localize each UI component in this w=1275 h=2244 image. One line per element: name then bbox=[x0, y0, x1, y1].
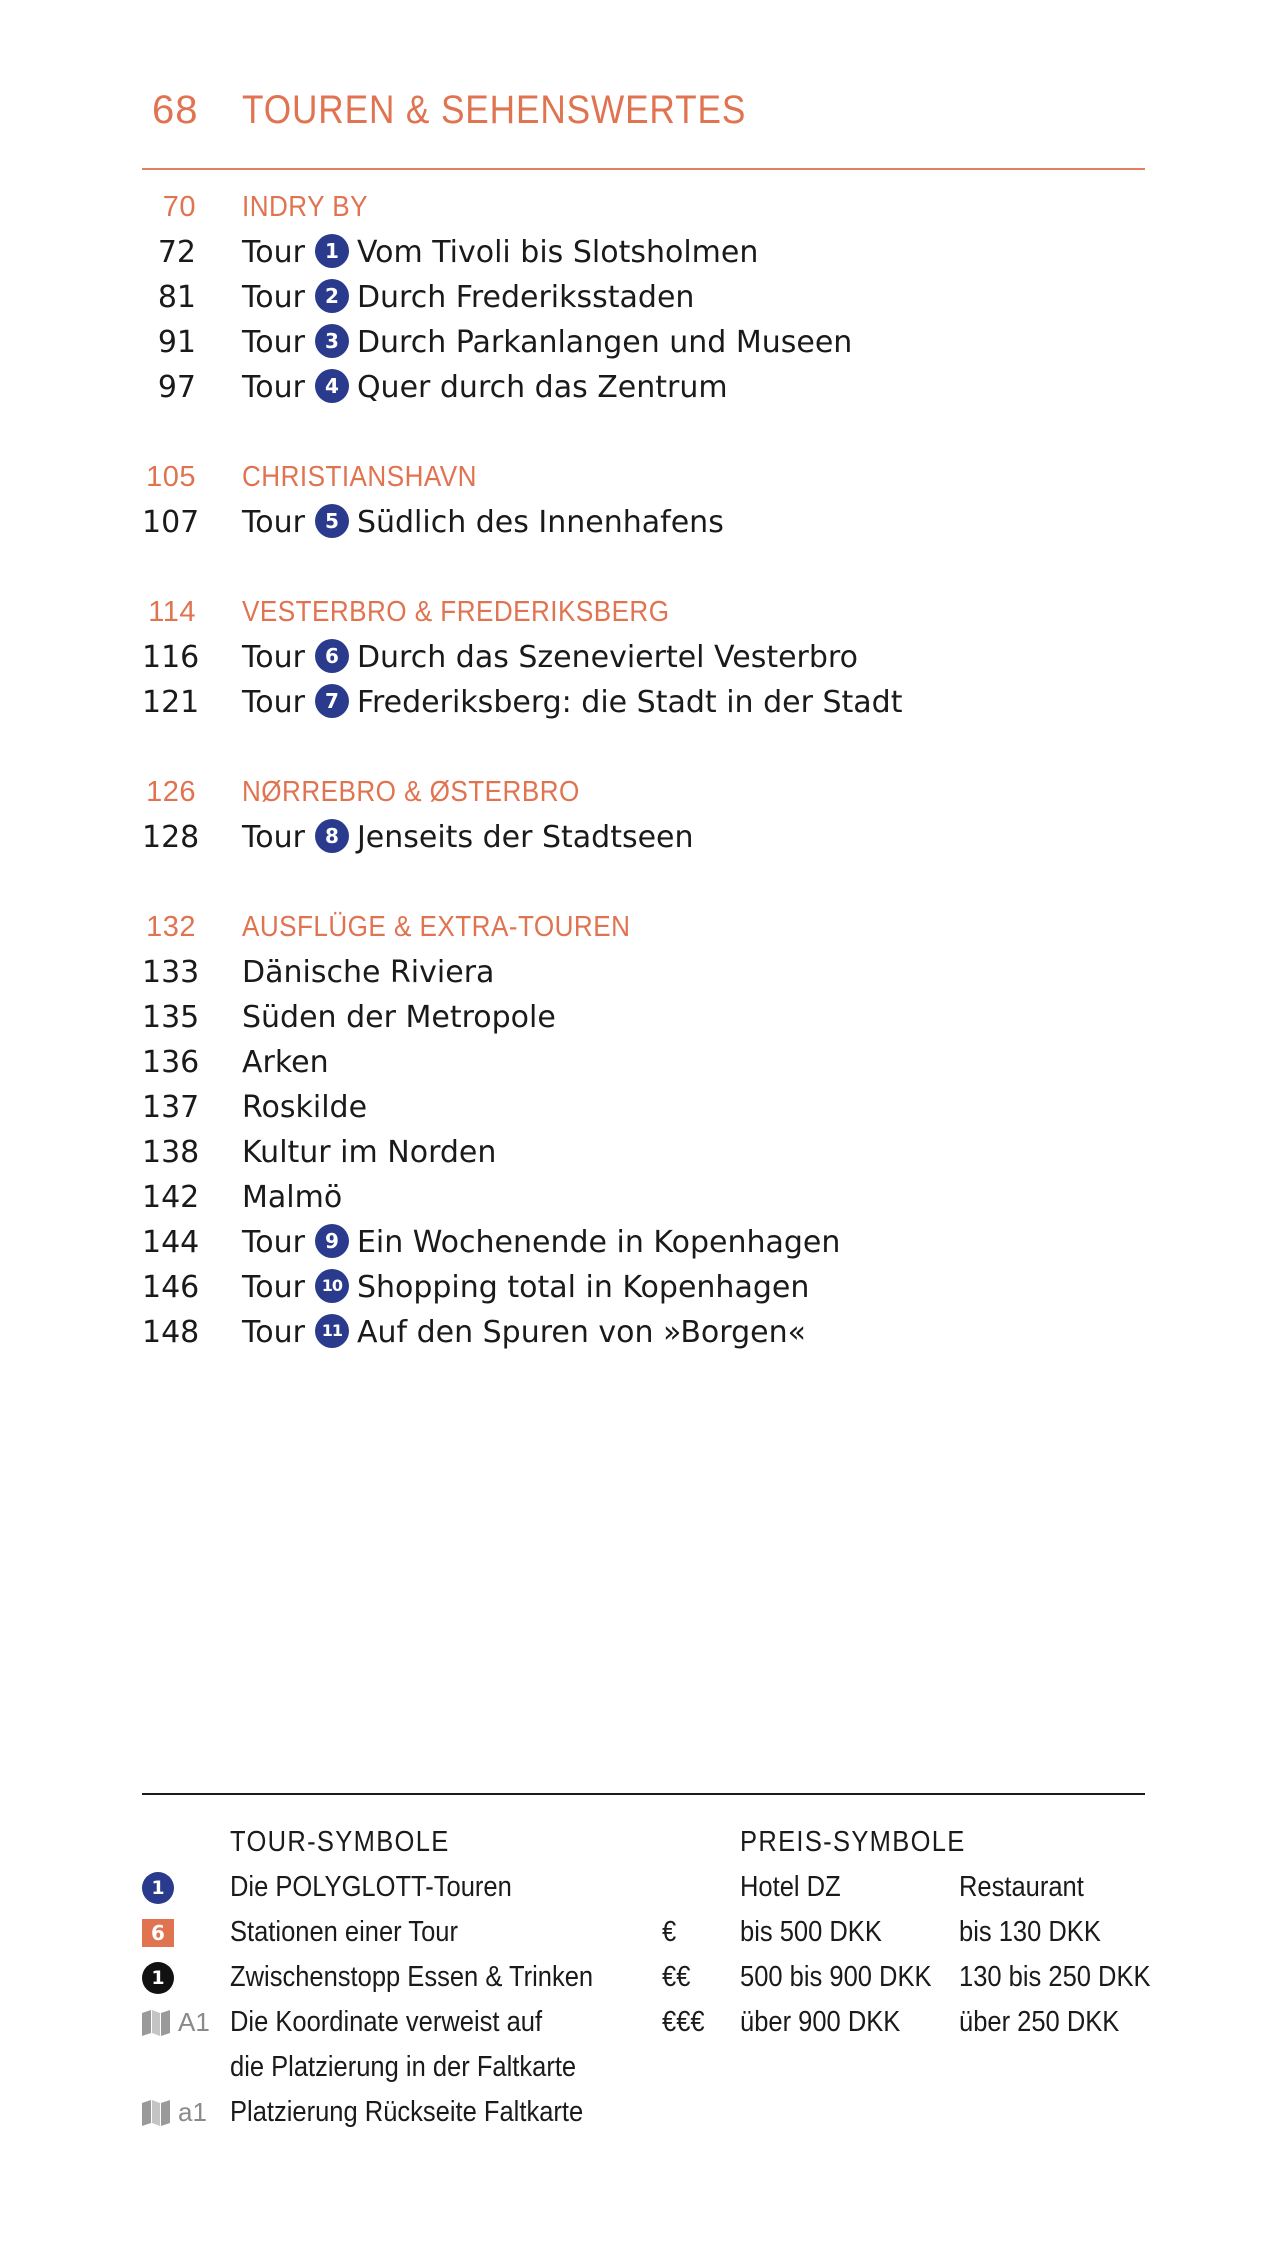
page-header bbox=[142, 88, 1145, 170]
toc-section-heading[interactable] bbox=[142, 905, 1145, 950]
entry-title: Dänische Riviera bbox=[242, 955, 495, 990]
tour-word: Tour bbox=[242, 325, 305, 360]
toc-section-indry-by bbox=[142, 185, 1145, 410]
toc-entry[interactable] bbox=[142, 275, 1145, 320]
tour-symbol bbox=[142, 1865, 174, 1910]
map-coordinate-code: A1 bbox=[178, 2007, 210, 2037]
tour-word: Tour bbox=[242, 280, 305, 315]
tour-symbol-label: Die POLYGLOTT-Touren bbox=[230, 1871, 512, 1903]
entry-title: Malmö bbox=[242, 1180, 343, 1215]
entry-page-number: 144 bbox=[142, 1225, 200, 1260]
tour-word: Tour bbox=[242, 1270, 305, 1305]
entry-title: Ein Wochenende in Kopenhagen bbox=[356, 1225, 841, 1260]
entry-title: Arken bbox=[242, 1045, 329, 1080]
toc-entry[interactable] bbox=[142, 635, 1145, 680]
price-symbol: € bbox=[662, 1916, 677, 1948]
tour-word: Tour bbox=[242, 235, 305, 270]
price-restaurant-value: 130 bis 250 DKK bbox=[959, 1961, 1151, 1993]
entry-page-number: 72 bbox=[157, 235, 196, 270]
toc-entry[interactable] bbox=[142, 1175, 1145, 1220]
entry-title: Durch Parkanlangen und Museen bbox=[356, 325, 853, 360]
price-col-hotel: Hotel DZ bbox=[740, 1871, 841, 1903]
entry-title: Durch Frederiksstaden bbox=[356, 280, 695, 315]
entry-page-number: 137 bbox=[142, 1090, 200, 1125]
stopover-number-icon: 1 bbox=[142, 1962, 174, 1994]
coordinate-symbol bbox=[142, 2000, 210, 2045]
stopover-symbol-label: Zwischenstopp Essen & Trinken bbox=[230, 1961, 594, 1993]
station-symbol-label: Stationen einer Tour bbox=[230, 1916, 458, 1948]
toc-entry[interactable] bbox=[142, 320, 1145, 365]
tour-word: Tour bbox=[242, 370, 305, 405]
tour-number-badge: 2 bbox=[315, 279, 349, 313]
toc-entry[interactable] bbox=[142, 500, 1145, 545]
symbol-legend bbox=[142, 1793, 1151, 2155]
entry-page-number: 148 bbox=[142, 1315, 200, 1350]
tour-number-badge: 10 bbox=[315, 1269, 349, 1303]
tour-number-badge: 1 bbox=[315, 234, 349, 268]
price-hotel-value: bis 500 DKK bbox=[740, 1916, 882, 1948]
entry-page-number: 121 bbox=[142, 685, 200, 720]
section-title: INDRY BY bbox=[242, 191, 368, 223]
entry-page-number: 136 bbox=[142, 1045, 200, 1080]
entry-title: Quer durch das Zentrum bbox=[356, 370, 728, 405]
tour-word: Tour bbox=[242, 505, 305, 540]
toc-entry[interactable] bbox=[142, 1130, 1145, 1175]
toc-section-heading[interactable] bbox=[142, 455, 1145, 500]
toc-section-heading[interactable] bbox=[142, 590, 1145, 635]
toc-section-heading[interactable] bbox=[142, 185, 1145, 230]
backside-symbol-label: Platzierung Rückseite Faltkarte bbox=[230, 2096, 584, 2128]
entry-title: Kultur im Norden bbox=[242, 1135, 497, 1170]
tour-word: Tour bbox=[242, 640, 305, 675]
tour-number-badge: 4 bbox=[315, 369, 349, 403]
toc-entry[interactable] bbox=[142, 1310, 1145, 1355]
folded-map-icon bbox=[142, 2010, 170, 2036]
entry-title: Frederiksberg: die Stadt in der Stadt bbox=[356, 685, 903, 720]
toc-entry[interactable] bbox=[142, 680, 1145, 725]
toc-entry[interactable] bbox=[142, 230, 1145, 275]
price-restaurant-value: über 250 DKK bbox=[959, 2006, 1120, 2038]
toc-section-norrebro bbox=[142, 770, 1145, 860]
folded-map-icon bbox=[142, 2100, 170, 2126]
entry-page-number: 128 bbox=[142, 820, 200, 855]
coordinate-symbol-label: Die Koordinate verweist auf bbox=[230, 2006, 543, 2038]
toc-section-heading[interactable] bbox=[142, 770, 1145, 815]
entry-title: Durch das Szeneviertel Vesterbro bbox=[356, 640, 858, 675]
price-col-restaurant: Restaurant bbox=[959, 1871, 1084, 1903]
tour-number-icon: 1 bbox=[142, 1872, 174, 1904]
tour-word: Tour bbox=[242, 820, 305, 855]
tour-number-badge: 7 bbox=[315, 684, 349, 718]
coordinate-symbol-label-cont: die Platzierung in der Faltkarte bbox=[230, 2051, 577, 2083]
section-page-number: 132 bbox=[146, 911, 196, 943]
price-symbols-heading: PREIS-SYMBOLE bbox=[740, 1826, 966, 1858]
entry-title: Roskilde bbox=[242, 1090, 368, 1125]
entry-page-number: 146 bbox=[142, 1270, 200, 1305]
price-symbol: €€ bbox=[662, 1961, 691, 1993]
map-coordinate-code: a1 bbox=[178, 2097, 207, 2127]
entry-page-number: 107 bbox=[142, 505, 200, 540]
station-number-icon: 6 bbox=[142, 1919, 174, 1947]
tour-number-badge: 11 bbox=[315, 1314, 349, 1348]
entry-title: Auf den Spuren von »Borgen« bbox=[356, 1315, 806, 1350]
toc-entry[interactable] bbox=[142, 815, 1145, 860]
tour-number-badge: 3 bbox=[315, 324, 349, 358]
entry-page-number: 135 bbox=[142, 1000, 200, 1035]
station-symbol bbox=[142, 1910, 174, 1955]
toc-entry[interactable] bbox=[142, 365, 1145, 410]
tour-number-badge: 9 bbox=[315, 1224, 349, 1258]
toc-entry[interactable] bbox=[142, 1085, 1145, 1130]
tour-number-badge: 6 bbox=[315, 639, 349, 673]
section-title: AUSFLÜGE & EXTRA-TOUREN bbox=[242, 911, 631, 943]
entry-page-number: 116 bbox=[142, 640, 200, 675]
entry-title: Jenseits der Stadtseen bbox=[356, 820, 694, 855]
toc-entry[interactable] bbox=[142, 995, 1145, 1040]
toc-section-christianshavn bbox=[142, 455, 1145, 545]
section-page-number: 105 bbox=[146, 461, 196, 493]
toc-entry[interactable] bbox=[142, 1265, 1145, 1310]
section-title: NØRREBRO & ØSTERBRO bbox=[242, 776, 580, 808]
toc-entry[interactable] bbox=[142, 950, 1145, 995]
price-hotel-value: über 900 DKK bbox=[740, 2006, 901, 2038]
entry-title: Vom Tivoli bis Slotsholmen bbox=[356, 235, 759, 270]
stopover-symbol bbox=[142, 1955, 174, 2000]
tour-word: Tour bbox=[242, 1315, 305, 1350]
price-hotel-value: 500 bis 900 DKK bbox=[740, 1961, 932, 1993]
tour-word: Tour bbox=[242, 685, 305, 720]
section-page-number: 70 bbox=[162, 191, 196, 223]
entry-title: Süden der Metropole bbox=[242, 1000, 556, 1035]
tour-number-badge: 8 bbox=[315, 819, 349, 853]
section-title: VESTERBRO & FREDERIKSBERG bbox=[242, 596, 670, 628]
section-page-number: 126 bbox=[146, 776, 196, 808]
backside-symbol bbox=[142, 2090, 207, 2135]
toc-section-vesterbro bbox=[142, 590, 1145, 725]
entry-page-number: 81 bbox=[157, 280, 196, 315]
entry-title: Südlich des Innenhafens bbox=[356, 505, 724, 540]
entry-page-number: 97 bbox=[157, 370, 196, 405]
section-title: CHRISTIANSHAVN bbox=[242, 461, 477, 493]
entry-page-number: 133 bbox=[142, 955, 200, 990]
toc-entry[interactable] bbox=[142, 1220, 1145, 1265]
entry-page-number: 138 bbox=[142, 1135, 200, 1170]
toc-section-ausfluege bbox=[142, 905, 1145, 1355]
entry-title: Shopping total in Kopenhagen bbox=[356, 1270, 810, 1305]
table-of-contents bbox=[142, 185, 1145, 1355]
section-page-number: 114 bbox=[148, 596, 196, 628]
tour-word: Tour bbox=[242, 1225, 305, 1260]
header-title: TOUREN & SEHENSWERTES bbox=[242, 88, 747, 132]
toc-entry[interactable] bbox=[142, 1040, 1145, 1085]
entry-page-number: 142 bbox=[142, 1180, 200, 1215]
entry-page-number: 91 bbox=[157, 325, 196, 360]
price-restaurant-value: bis 130 DKK bbox=[959, 1916, 1101, 1948]
price-symbol: €€€ bbox=[662, 2006, 705, 2038]
tour-symbols-heading: TOUR-SYMBOLE bbox=[230, 1826, 450, 1858]
header-page-number: 68 bbox=[152, 88, 199, 132]
tour-number-badge: 5 bbox=[315, 504, 349, 538]
